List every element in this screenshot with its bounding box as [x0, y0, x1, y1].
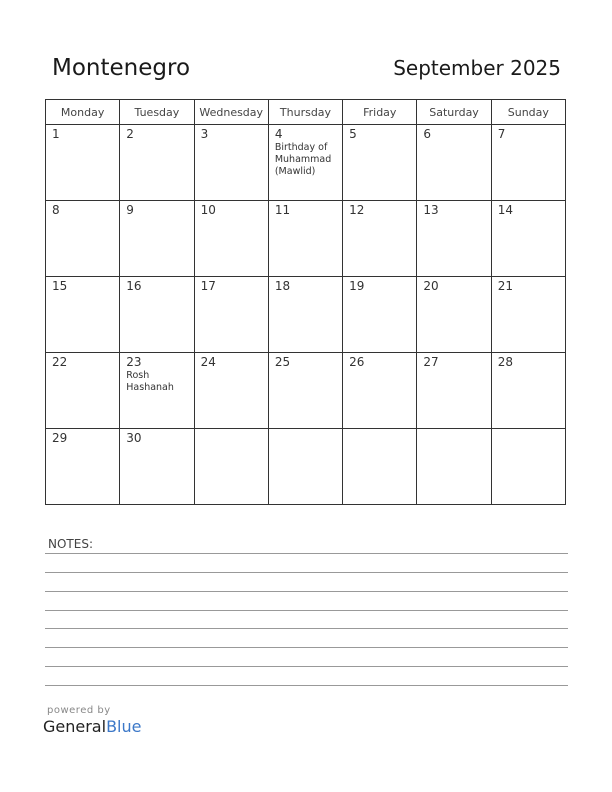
calendar-week-row: [46, 277, 566, 353]
calendar-day-cell: [343, 201, 417, 277]
day-number: 20: [423, 279, 439, 293]
day-number: 1: [52, 127, 60, 141]
day-number: 4: [274, 127, 283, 141]
day-number: 16: [126, 279, 142, 293]
weekday-header: Tuesday: [120, 100, 194, 125]
calendar-day-cell: [120, 125, 194, 201]
weekday-header: Sunday: [491, 100, 565, 125]
notes-line: [45, 628, 568, 629]
notes-line: [45, 553, 568, 554]
calendar-day-cell: [417, 125, 491, 201]
powered-by-text: powered by: [47, 705, 111, 716]
calendar-day-cell: [194, 353, 268, 429]
day-number: 14: [497, 203, 513, 217]
day-number: 24: [200, 355, 216, 369]
day-number: 21: [497, 279, 513, 293]
day-number: 12: [349, 203, 365, 217]
day-number: 29: [52, 431, 68, 445]
calendar-day-cell: [491, 429, 565, 505]
day-number: 10: [200, 203, 216, 217]
brand-blue: Blue: [106, 717, 142, 736]
calendar-day-cell: [268, 125, 342, 201]
calendar-day-cell: [194, 429, 268, 505]
brand-general: General: [43, 717, 107, 736]
calendar-grid: [45, 99, 566, 505]
day-number: 30: [126, 431, 142, 445]
notes-line: [45, 591, 568, 592]
weekday-header: Wednesday: [194, 100, 268, 125]
calendar-day-cell: [491, 277, 565, 353]
day-number: 9: [126, 203, 134, 217]
calendar-day-cell: [120, 201, 194, 277]
calendar-week-row: [46, 429, 566, 505]
calendar-day-cell: [268, 429, 342, 505]
notes-line: [45, 666, 568, 667]
notes-line: [45, 610, 568, 611]
calendar-day-cell: [120, 277, 194, 353]
holiday-event: Birthday of Muhammad (Mawlid): [274, 142, 332, 177]
day-number: 8: [52, 203, 60, 217]
day-number: 13: [423, 203, 439, 217]
calendar-week-row: [46, 125, 566, 201]
day-number: 23: [126, 355, 142, 369]
calendar-day-cell: [491, 201, 565, 277]
weekday-header: Thursday: [268, 100, 342, 125]
holiday-event: Rosh Hashanah: [126, 370, 174, 393]
calendar-week-row: [46, 353, 566, 429]
calendar-day-cell: [417, 429, 491, 505]
weekday-header: Friday: [343, 100, 417, 125]
day-number: 5: [349, 127, 357, 141]
calendar-day-cell: [417, 277, 491, 353]
weekday-header: Monday: [46, 100, 120, 125]
calendar-day-cell: [343, 429, 417, 505]
day-number: 26: [349, 355, 365, 369]
notes-line: [45, 685, 568, 686]
calendar-day-cell: [417, 201, 491, 277]
calendar-day-cell: [343, 353, 417, 429]
day-number: 3: [200, 127, 209, 141]
calendar-day-cell: [194, 201, 268, 277]
calendar-day-cell: [491, 353, 565, 429]
calendar-day-cell: [46, 201, 120, 277]
calendar-day-cell: [46, 125, 120, 201]
weekday-header: Saturday: [417, 100, 491, 125]
calendar-day-cell: [120, 353, 194, 429]
month-year-title: September 2025: [393, 56, 561, 80]
calendar-day-cell: [417, 353, 491, 429]
calendar-day-cell: [46, 429, 120, 505]
calendar-day-cell: [194, 125, 268, 201]
day-number: 28: [497, 355, 513, 369]
day-number: 6: [423, 127, 432, 141]
notes-line: [45, 647, 568, 648]
calendar-day-cell: [268, 353, 342, 429]
day-number: 2: [126, 127, 134, 141]
day-number: 19: [349, 279, 365, 293]
generalblue-logo: [43, 717, 141, 736]
notes-line: [45, 572, 568, 573]
calendar-day-cell: [120, 429, 194, 505]
day-number: 18: [274, 279, 291, 293]
calendar-day-cell: [343, 125, 417, 201]
country-title: Montenegro: [52, 55, 191, 81]
calendar-day-cell: [194, 277, 268, 353]
day-number: 7: [497, 127, 506, 141]
calendar-day-cell: [46, 353, 120, 429]
calendar-day-cell: [46, 277, 120, 353]
day-number: 22: [52, 355, 68, 369]
calendar-day-cell: [268, 277, 342, 353]
day-number: 27: [423, 355, 439, 369]
calendar-day-cell: [343, 277, 417, 353]
day-number: 15: [52, 279, 68, 293]
weekday-header-row: [46, 100, 566, 125]
day-number: 25: [274, 355, 291, 369]
day-number: 17: [200, 279, 216, 293]
calendar-week-row: [46, 201, 566, 277]
calendar-day-cell: [491, 125, 565, 201]
day-number: 11: [274, 203, 291, 217]
notes-label: NOTES:: [48, 537, 93, 551]
calendar-day-cell: [268, 201, 342, 277]
